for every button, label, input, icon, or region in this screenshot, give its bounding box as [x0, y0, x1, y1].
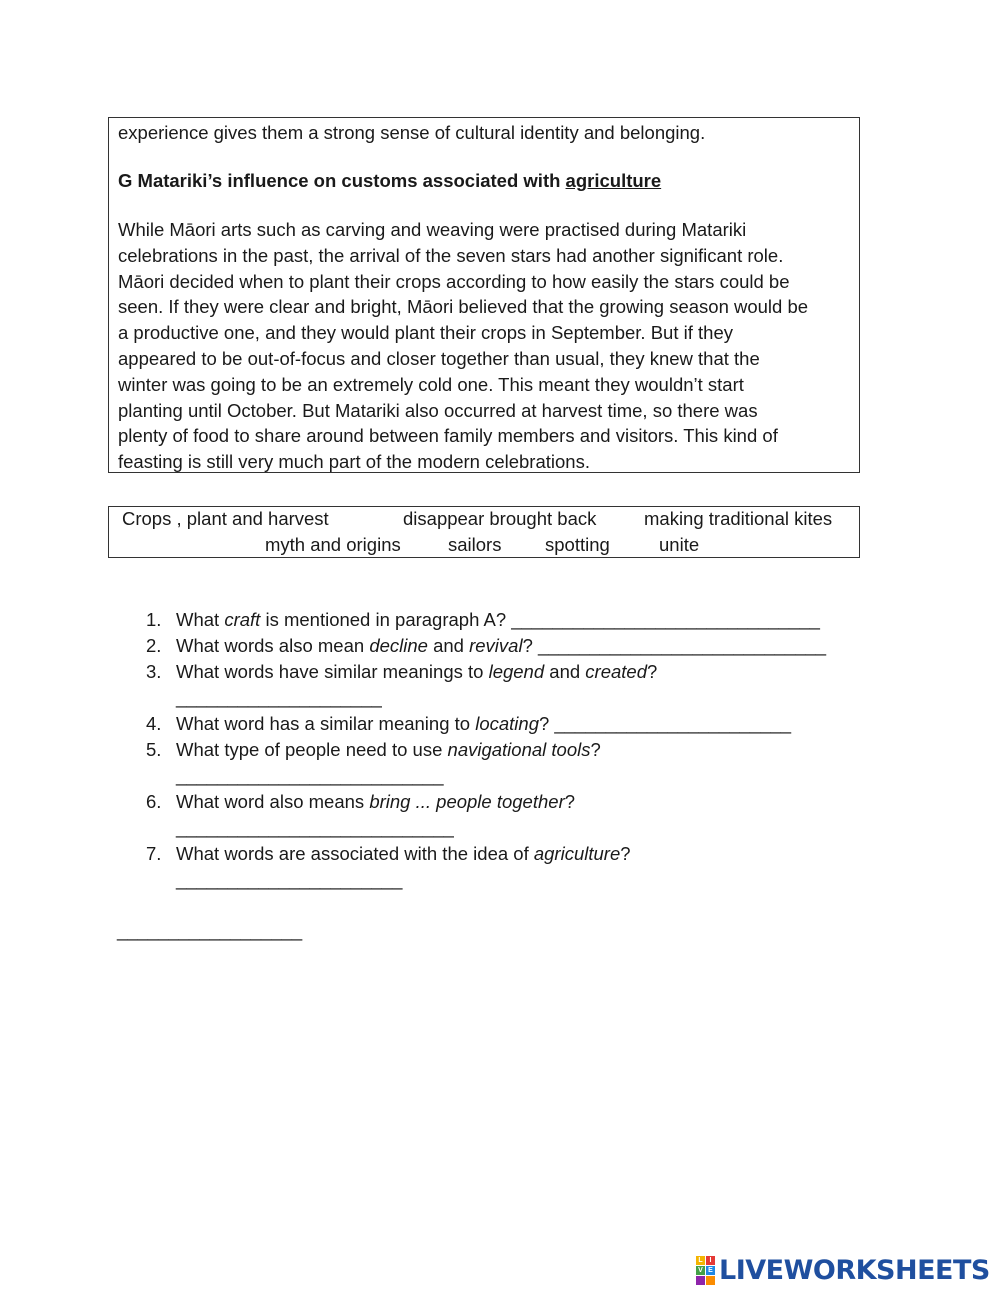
word-bank-item: Crops , plant and harvest — [122, 508, 329, 529]
paragraph-line: seen. If they were clear and bright, Māori believed that the growing season would be — [118, 296, 809, 318]
question-text-part: ? — [647, 661, 658, 682]
paragraph-line: feasting is still very much part of the modern celebrations. — [118, 451, 590, 473]
question-text-part: What type of people need to use — [176, 739, 448, 760]
question-keyword: craft — [224, 609, 261, 630]
question-text-part: ? — [620, 843, 631, 864]
answer-line[interactable]: __________________________ — [176, 765, 444, 786]
logo-text: LIVEWORKSHEETS — [719, 1254, 990, 1286]
answer-line[interactable]: ____________________ — [176, 687, 382, 708]
question-text — [176, 712, 791, 736]
logo-mark-tile: I — [706, 1256, 715, 1265]
question-number: 4. — [146, 713, 162, 734]
heading-underlined-word: agriculture — [565, 170, 662, 191]
logo-mark-tile — [706, 1276, 715, 1285]
word-bank-item: myth and origins — [265, 534, 401, 555]
question-text-part: ? _______________________ — [538, 713, 792, 734]
logo-mark-icon — [696, 1256, 715, 1285]
paragraph-line: celebrations in the past, the arrival of the seven stars had another significant role. — [118, 244, 784, 266]
logo-mark-tile: E — [706, 1266, 715, 1275]
word-bank-item: disappear brought back — [403, 508, 597, 529]
question-keyword: navigational tools — [447, 739, 591, 760]
question-text-part: What words also mean — [176, 635, 370, 656]
question-text-part: and — [427, 635, 470, 656]
question-number: 2. — [146, 635, 162, 656]
paragraph-line: planting until October. But Matariki also occurred at harvest time, so there was — [118, 399, 758, 421]
question-text-part: is mentioned in paragraph A? ______________________________ — [260, 609, 820, 630]
question-keyword: revival — [469, 635, 523, 656]
question-number: 5. — [146, 739, 162, 760]
question-keyword: legend — [488, 661, 545, 682]
logo-mark-tile — [696, 1276, 705, 1285]
bottom-answer-line: __________________ — [117, 920, 303, 941]
question-number: 3. — [146, 661, 162, 682]
question-keyword: agriculture — [533, 843, 621, 864]
answer-line[interactable]: ___________________________ — [176, 817, 454, 838]
word-bank-item: spotting — [545, 534, 610, 555]
question-keyword: bring ... people together — [369, 791, 565, 812]
paragraph-line: appeared to be out-of-focus and closer together than usual, they knew that the — [118, 347, 760, 369]
question-text-part: What word also means — [176, 791, 370, 812]
paragraph-line: Māori decided when to plant their crops according to how easily the stars could be — [118, 270, 790, 292]
answer-line[interactable]: ______________________ — [176, 869, 403, 890]
heading-text: G Matariki’s influence on customs associated with — [118, 170, 566, 191]
word-bank-item: sailors — [448, 534, 502, 555]
question-text-part: What — [176, 609, 225, 630]
question-text — [176, 842, 631, 866]
question-text-part: ? ____________________________ — [522, 635, 827, 656]
question-number: 7. — [146, 843, 162, 864]
section-heading — [118, 168, 661, 194]
paragraph-line: plenty of food to share around between family members and visitors. This kind of — [118, 425, 778, 447]
word-bank-box — [108, 506, 860, 558]
question-text-part: What words have similar meanings to — [176, 661, 489, 682]
logo-mark-tile: L — [696, 1256, 705, 1265]
question-keyword: decline — [369, 635, 428, 656]
paragraph-line: a productive one, and they would plant their crops in September. But if they — [118, 322, 733, 344]
question-text — [176, 790, 575, 814]
logo-mark-tile: V — [696, 1266, 705, 1275]
question-text — [176, 608, 820, 632]
question-text-part: ? — [564, 791, 576, 812]
passage-top-line: experience gives them a strong sense of cultural identity and belonging. — [118, 122, 706, 143]
word-bank-item: making traditional kites — [644, 508, 833, 529]
question-keyword: created — [585, 661, 648, 682]
passage-box — [108, 117, 860, 473]
paragraph-line: winter was going to be an extremely cold one. This meant they wouldn’t start — [118, 373, 744, 395]
question-text — [176, 660, 657, 684]
liveworksheets-logo — [696, 1253, 990, 1287]
question-text-part: What words are associated with the idea of — [176, 843, 534, 864]
passage-paragraph — [118, 217, 808, 475]
question-text-part: and — [544, 661, 586, 682]
question-text-part: ? — [590, 739, 601, 760]
question-number: 1. — [146, 609, 162, 630]
question-text-part: What word has a similar meaning to — [176, 713, 476, 734]
question-text — [176, 634, 826, 658]
question-number: 6. — [146, 791, 162, 812]
word-bank-item: unite — [659, 534, 700, 555]
question-keyword: locating — [475, 713, 539, 734]
paragraph-line: While Māori arts such as carving and weaving were practised during Matariki — [118, 219, 747, 240]
question-text — [176, 738, 601, 762]
